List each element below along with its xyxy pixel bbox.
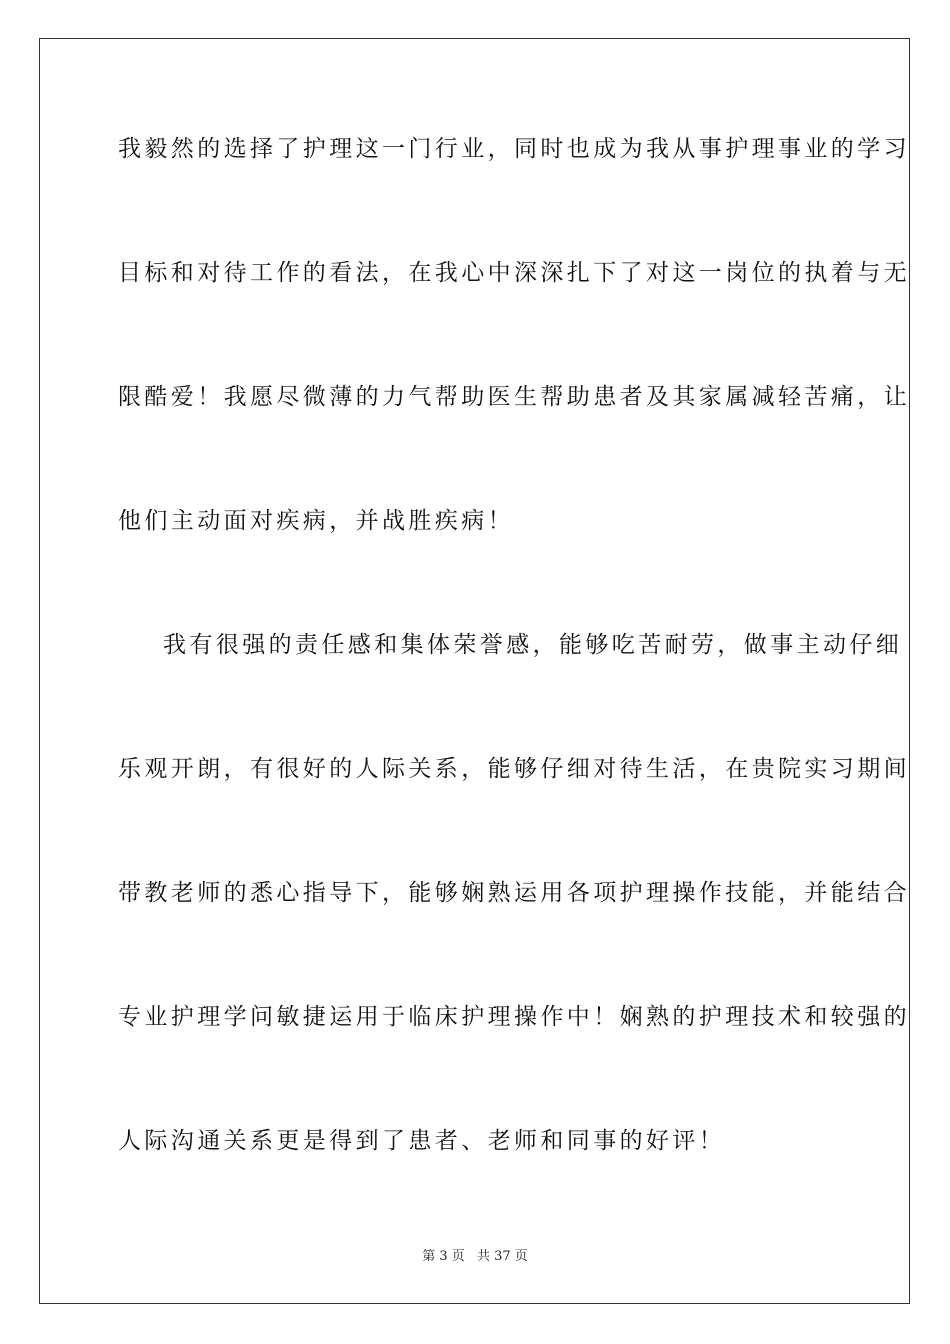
page-number: 第 3 页	[422, 1249, 465, 1264]
paragraph-line: 专业护理学问敏捷运用于临床护理操作中！娴熟的护理技术和较强的	[118, 1004, 910, 1030]
page-total: 共 37 页	[476, 1249, 528, 1264]
page-footer	[0, 1248, 950, 1266]
paragraph-line: 他们主动面对疾病，并战胜疾病！	[118, 508, 514, 534]
paragraph-line: 人际沟通关系更是得到了患者、老师和同事的好评！	[118, 1128, 726, 1154]
paragraph-line: 目标和对待工作的看法，在我心中深深扎下了对这一岗位的执着与无	[118, 260, 910, 286]
paragraph-line: 我毅然的选择了护理这一门行业，同时也成为我从事护理事业的学习	[118, 136, 910, 162]
paragraph-line: 带教老师的悉心指导下，能够娴熟运用各项护理操作技能，并能结合	[118, 880, 910, 906]
paragraph-line: 乐观开朗，有很好的人际关系，能够仔细对待生活，在贵院实习期间	[118, 756, 910, 782]
page-frame	[39, 38, 910, 1304]
paragraph-line: 限酷爱！我愿尽微薄的力气帮助医生帮助患者及其家属减轻苦痛，让	[118, 384, 910, 410]
paragraph-line: 我有很强的责任感和集体荣誉感，能够吃苦耐劳，做事主动仔细	[163, 632, 903, 658]
